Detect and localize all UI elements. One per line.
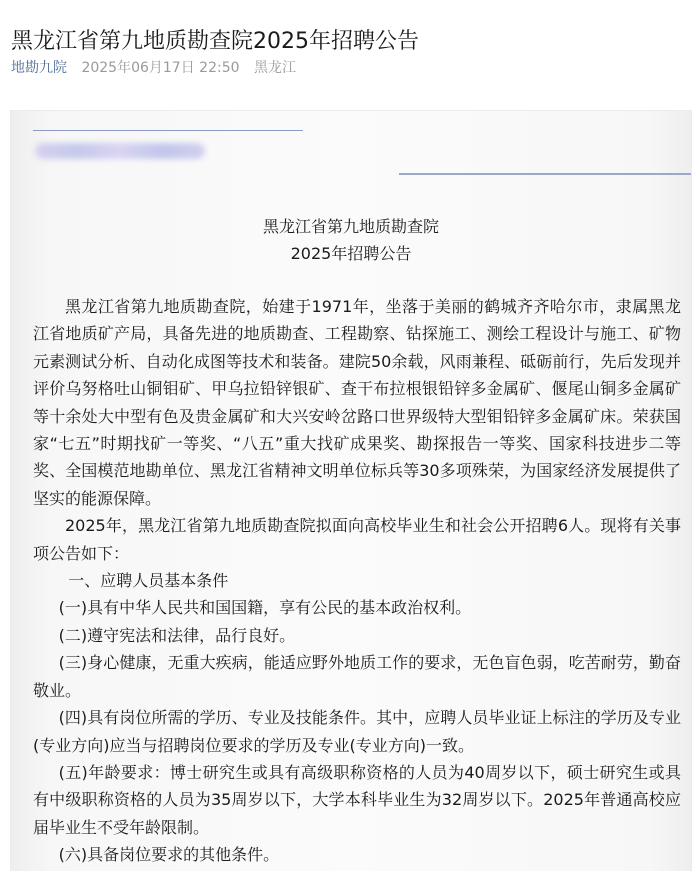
- publish-location: 黑龙江: [253, 60, 296, 76]
- recruit-paragraph: 2025年，黑龙江省第九地质勘查院拟面向高校毕业生和社会公开招聘6人。现将有关事项公告如下：: [33, 516, 681, 563]
- publish-date: 2025年06月17日 22:50: [81, 60, 240, 76]
- document-body: [33, 293, 681, 869]
- section-title: 一、应聘人员基本条件: [68, 571, 229, 591]
- article-meta: [11, 59, 296, 77]
- decorative-rule-bottom: [399, 173, 691, 175]
- condition-item: (四)具有岗位所需的学历、专业及技能条件。其中，应聘人员毕业证上标注的学历及专业(专业方向)应当与招聘岗位要求的学历及专业(专业方向)一致。: [33, 708, 681, 755]
- condition-item: (六)具备岗位要求的其他条件。: [58, 845, 280, 865]
- condition-item: (一)具有中华人民共和国国籍，享有公民的基本政治权利。: [58, 598, 472, 618]
- condition-item: (五)年龄要求：博士研究生或具有高级职称资格的人员为40周岁以下，硕士研究生或具有中级职称资格的人员为35周岁以下，大学本科毕业生为32周岁以下。2025年普通高校应届毕业生不受年龄限制。: [33, 762, 681, 837]
- decorative-rule-top: [33, 130, 303, 131]
- condition-item: (三)身心健康，无重大疾病，能适应野外地质工作的要求，无色盲色弱，吃苦耐劳，勤奋敬业。: [33, 653, 681, 700]
- article-title: 黑龙江省第九地质勘查院2025年招聘公告: [11, 28, 419, 54]
- document-heading-line2: 2025年招聘公告: [290, 244, 412, 263]
- blurred-header-text: [35, 143, 205, 159]
- announcement-document: [10, 110, 692, 871]
- condition-item: (二)遵守宪法和法律，品行良好。: [58, 625, 296, 645]
- source-account-link[interactable]: 地勘九院: [11, 60, 67, 76]
- intro-paragraph: 黑龙江省第九地质勘查院，始建于1971年，坐落于美丽的鹤城齐齐哈尔市，隶属黑龙江省地质矿产局，具备先进的地质勘查、工程勘察、钻探施工、测绘工程设计与施工、矿物元素测试分析、自动化成图等技术和装备。建院50余载，风雨兼程、砥砺前行，先后发现并评价乌努格吐山铜钼矿、甲乌拉铅锌银矿、查干布拉根银铅锌多金属矿、偃尾山铜多金属矿等十余处大中型有色及贵金属矿和大兴安岭岔路口世界级特大型钼铅锌多金属矿床。荣获国家“七五”时期找矿一等奖、“八五”重大找矿成果奖、勘探报告一等奖、国家科技进步二等奖、全国模范地勘单位、黑龙江省精神文明单位标兵等30多项殊荣，为国家经济发展提供了坚实的能源保障。: [33, 297, 681, 508]
- document-heading-line1: 黑龙江省第九地质勘查院: [262, 217, 439, 236]
